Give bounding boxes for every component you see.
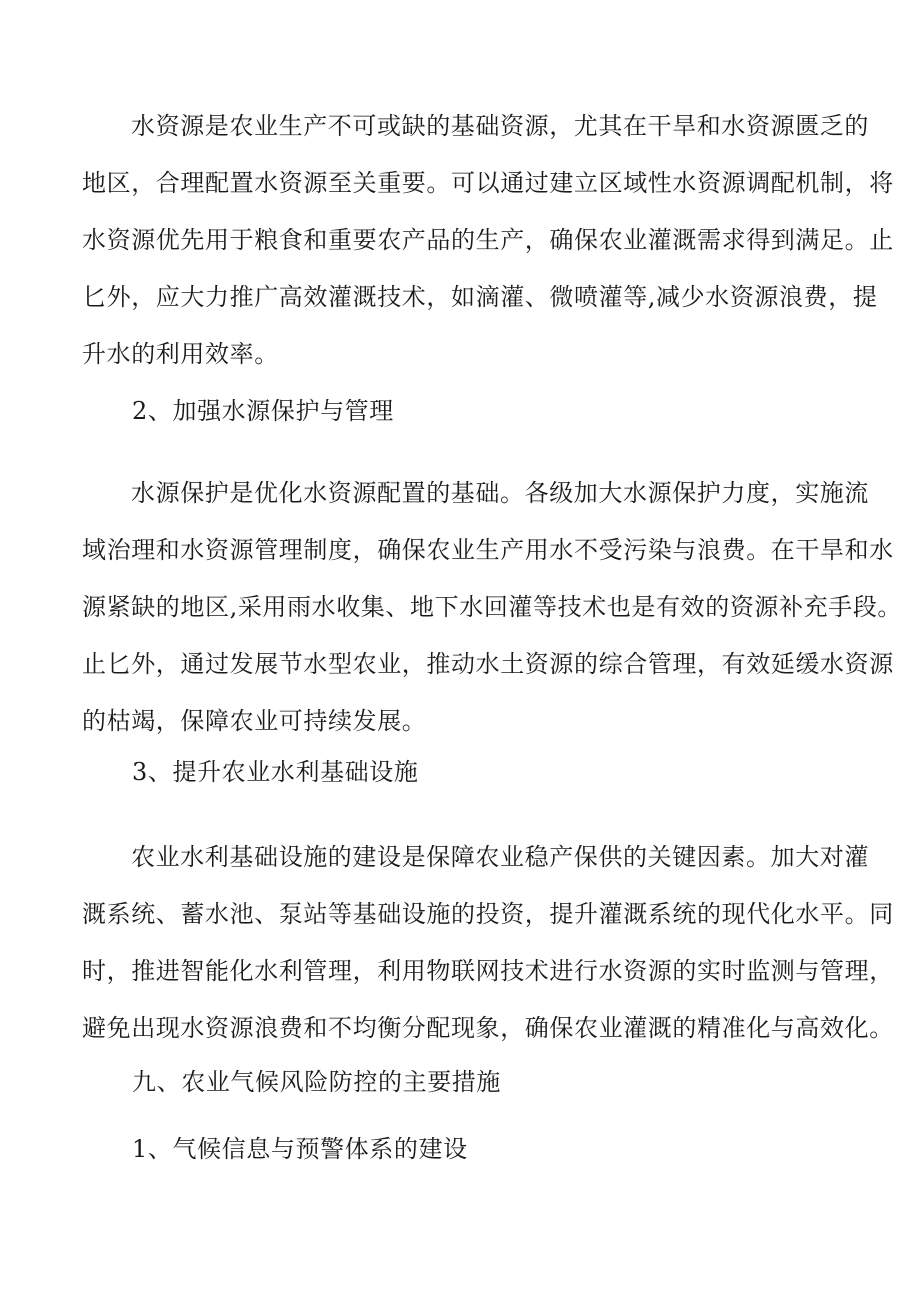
paragraph-line: 溉系统、蓄水池、泵站等基础设施的投资，提升灌溉系统的现代化水平。同 [82, 900, 894, 928]
paragraph-line: 升水的利用效率。 [82, 340, 279, 368]
paragraph-line: 匕外，应大力推广高效灌溉技术，如滴灌、微喷灌等,减少水资源浪费，提 [82, 283, 878, 311]
paragraph-line: 水资源是农业生产不可或缺的基础资源，尤其在干旱和水资源匮乏的 [131, 112, 869, 140]
chapter-heading-climate-risk: 九、农业气候风险防控的主要措施 [132, 1068, 501, 1096]
section-heading-water-protection: 2、加强水源保护与管理 [132, 397, 394, 425]
paragraph-line: 时，推进智能化水利管理，利用物联网技术进行水资源的实时监测与管理， [82, 957, 894, 985]
paragraph-irrigation-infrastructure [82, 829, 894, 1057]
paragraph-line: 的枯竭，保障农业可持续发展。 [82, 707, 427, 735]
paragraph-line: 水资源优先用于粮食和重要农产品的生产，确保农业灌溉需求得到满足。止 [82, 226, 894, 254]
paragraph-line: 止匕外，通过发展节水型农业，推动水土资源的综合管理，有效延缓水资源 [82, 650, 894, 678]
paragraph-line: 农业水利基础设施的建设是保障农业稳产保供的关键因素。加大对灌 [131, 843, 869, 871]
section-heading-climate-warning: 1、气候信息与预警体系的建设 [132, 1135, 468, 1163]
paragraph-line: 地区，合理配置水资源至关重要。可以通过建立区域性水资源调配机制，将 [82, 169, 894, 197]
paragraph-line: 水源保护是优化水资源配置的基础。各级加大水源保护力度，实施流 [131, 479, 869, 507]
paragraph-water-protection [82, 465, 903, 750]
section-heading-irrigation-infrastructure: 3、提升农业水利基础设施 [132, 758, 419, 786]
paragraph-line: 避免出现水资源浪费和不均衡分配现象，确保农业灌溉的精准化与高效化。 [82, 1014, 894, 1042]
paragraph-line: 源紧缺的地区,采用雨水收集、地下水回灌等技术也是有效的资源补充手段。 [82, 593, 903, 621]
paragraph-line: 域治理和水资源管理制度，确保农业生产用水不受污染与浪费。在干旱和水 [82, 536, 894, 564]
paragraph-water-allocation [82, 98, 894, 383]
